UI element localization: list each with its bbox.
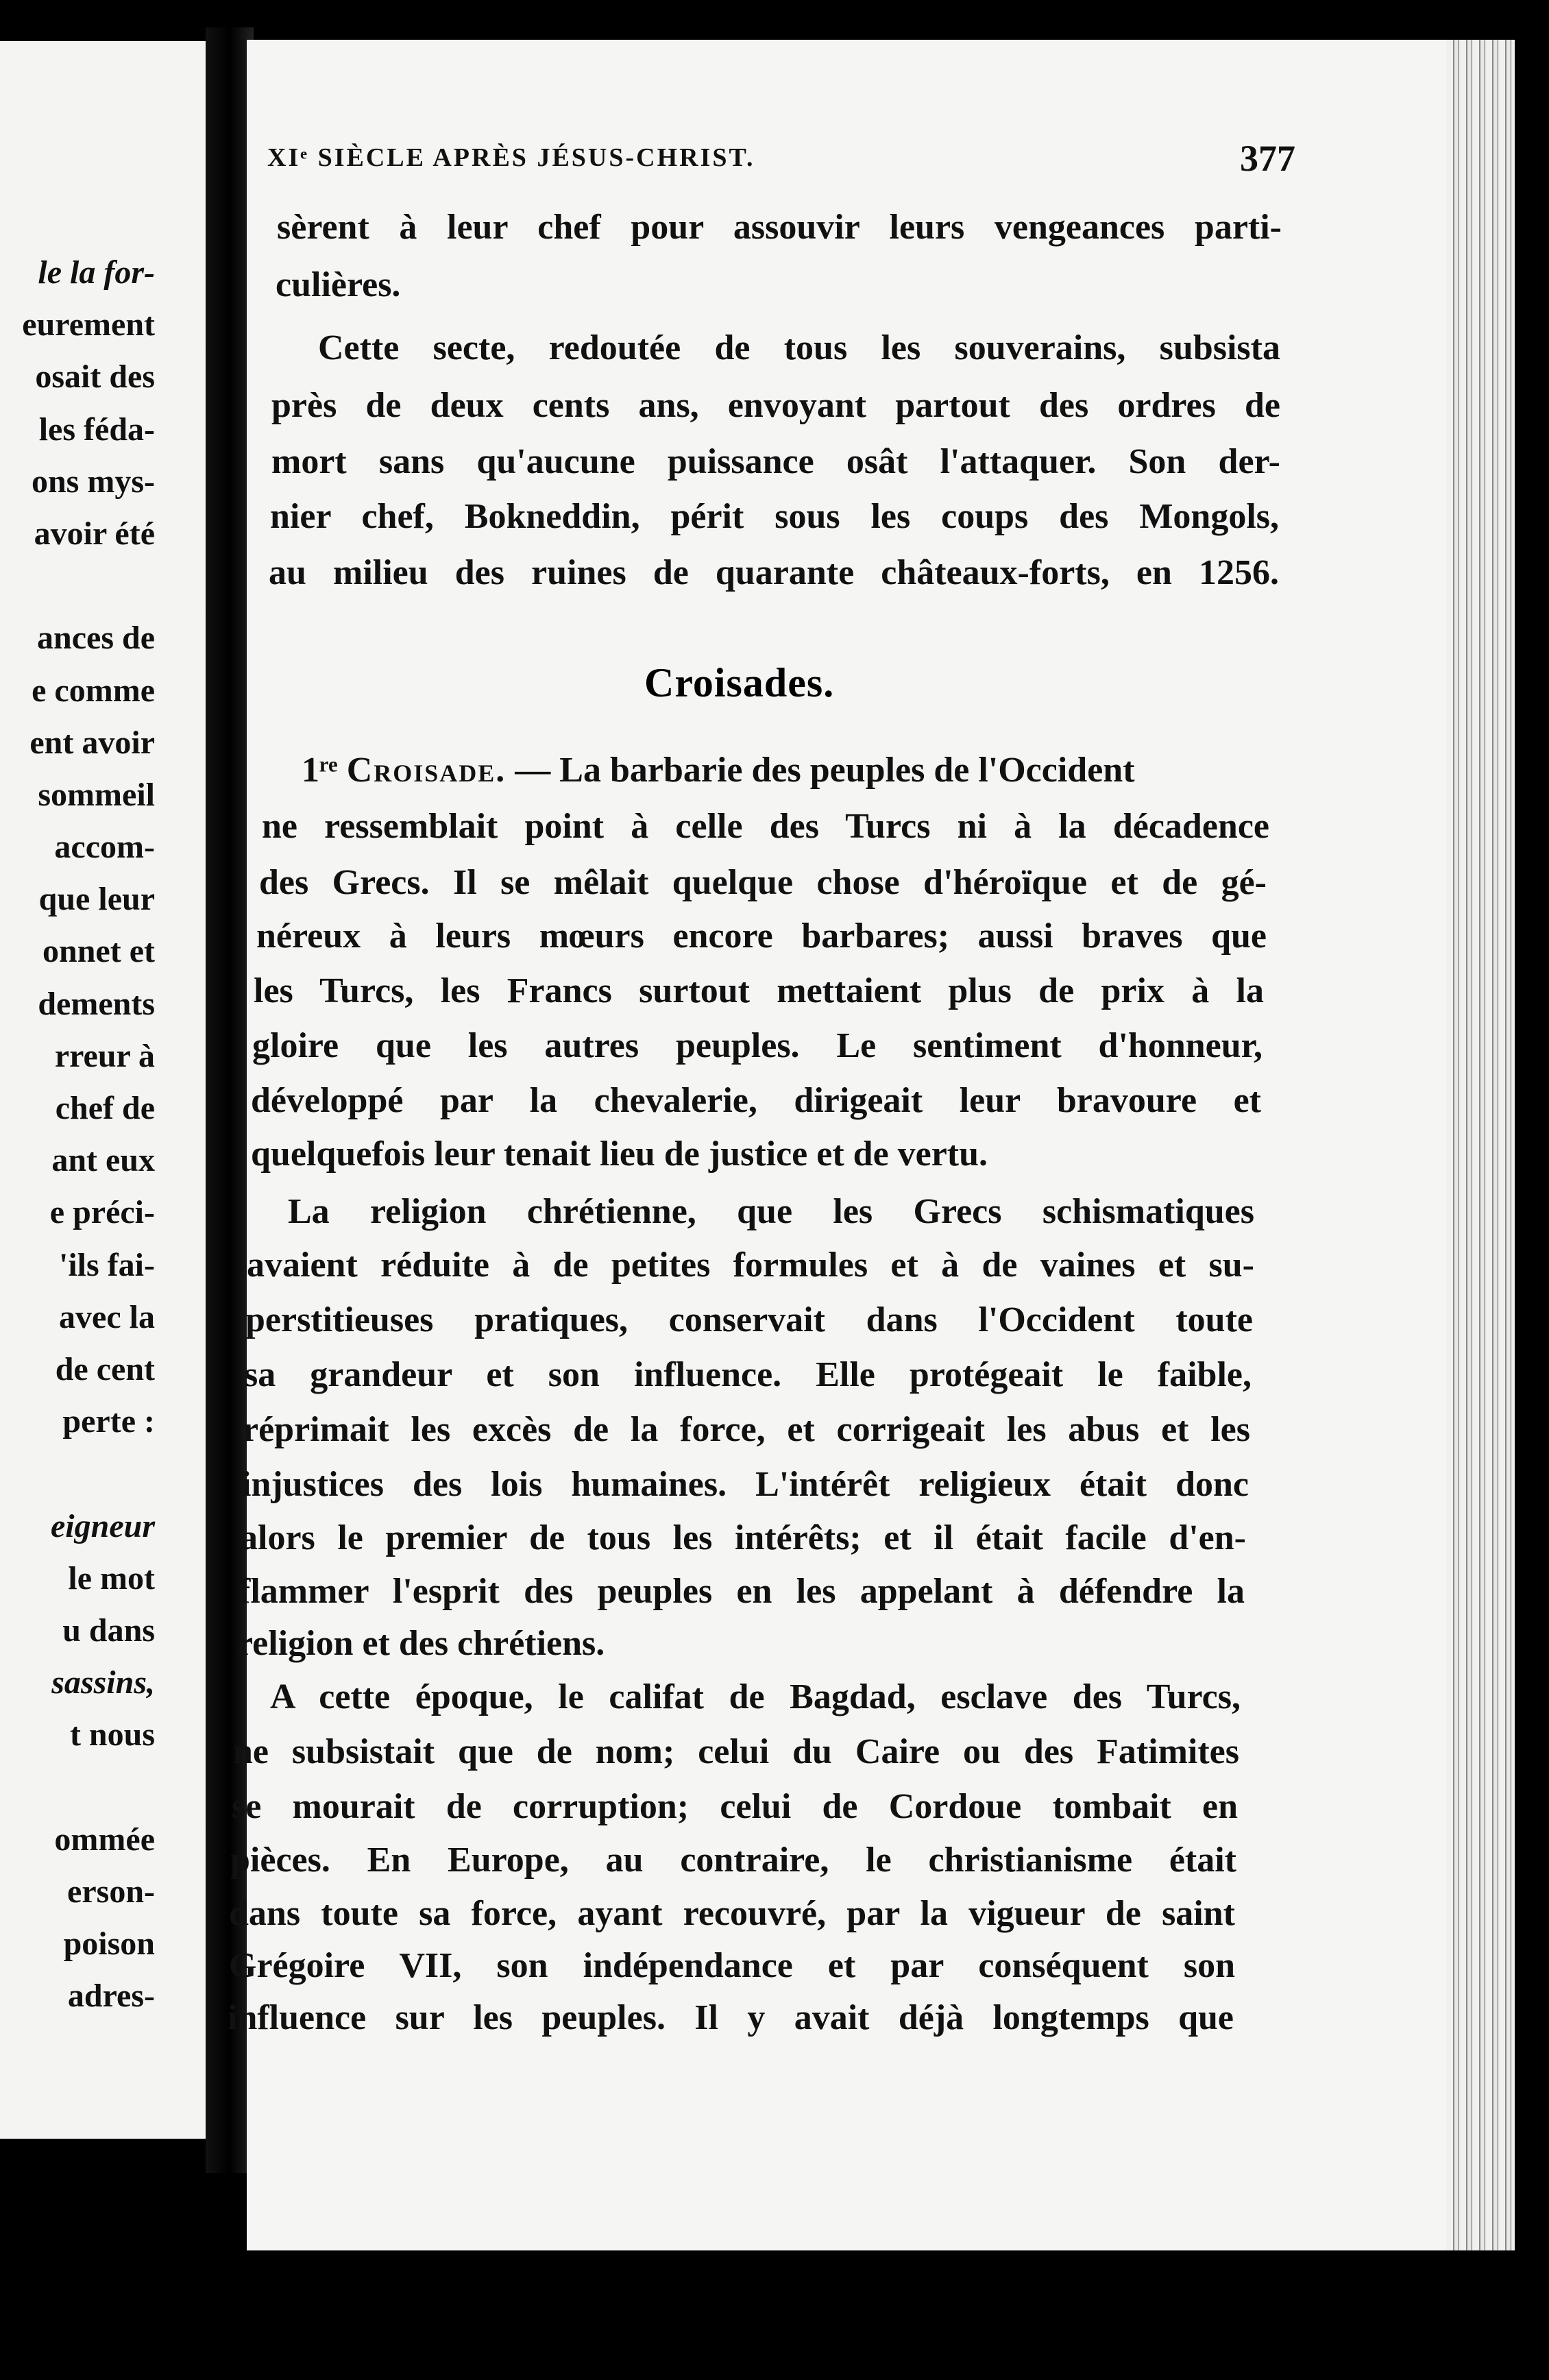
previous-page-line: que leur	[38, 881, 155, 918]
text-line: ne subsistait que de nom; celui du Caire ou des Fatimites	[233, 1732, 1239, 1771]
text-line: injustices des lois humaines. L'intérêt religieux était donc	[241, 1465, 1249, 1504]
previous-page-fragment	[0, 41, 218, 2139]
previous-page-line: poison	[63, 1926, 155, 1962]
text-line: réprimait les excès de la force, et corrigeait les abus et les	[243, 1410, 1250, 1449]
text-line: pièces. En Europe, au contraire, le christianisme était	[230, 1841, 1236, 1880]
previous-page-line: ant eux	[51, 1142, 155, 1179]
previous-page-line: eigneur	[50, 1507, 155, 1544]
text-line: culières.	[276, 265, 401, 304]
previous-page-line: accom-	[54, 829, 155, 866]
previous-page-line: e comme	[32, 672, 155, 709]
page-number: 377	[1240, 138, 1295, 179]
previous-page-line: erson-	[67, 1873, 155, 1910]
text-line: au milieu des ruines de quarante châteaux-forts, en 1256.	[269, 553, 1279, 592]
previous-page-line: avec la	[59, 1298, 155, 1335]
text-line: Grégoire VII, son indépendance et par conséquent son	[229, 1946, 1235, 1985]
previous-page-line: le la for-	[38, 254, 155, 291]
text-line: quelquefois leur tenait lieu de justice et de vertu.	[251, 1134, 988, 1174]
page-edge-stack	[1446, 40, 1515, 2250]
previous-page-line: e préci-	[49, 1194, 155, 1231]
text-line: La religion chrétienne, que les Grecs schismatiques	[288, 1192, 1254, 1231]
previous-page-line: ommée	[54, 1821, 155, 1858]
previous-page-line: adres-	[67, 1978, 155, 2015]
text-line: avaient réduite à de petites formules et à de vaines et su-	[247, 1246, 1254, 1285]
previous-page-line: rreur à	[54, 1037, 155, 1074]
previous-page-line: ent avoir	[29, 724, 155, 761]
previous-page-line: sassins,	[51, 1664, 155, 1701]
previous-page-line: onnet et	[42, 933, 155, 970]
previous-page-line: ons mys-	[31, 463, 155, 500]
text-line: religion et des chrétiens.	[237, 1624, 605, 1663]
text-line: nier chef, Bokneddin, périt sous les coups des Mongols,	[270, 497, 1279, 536]
previous-page-line: chef de	[55, 1090, 155, 1126]
previous-page-line: ances de	[37, 620, 155, 657]
text-line: A cette époque, le califat de Bagdad, esclave des Turcs,	[270, 1677, 1241, 1716]
previous-page-line: dements	[38, 985, 155, 1022]
text-line: flammer l'esprit des peuples en les appelant à défendre la	[239, 1572, 1245, 1611]
text-line: les Turcs, les Francs surtout mettaient plus de prix à la	[254, 971, 1264, 1010]
text-line: alors le premier de tous les intérêts; et il était facile d'en-	[240, 1518, 1246, 1557]
text-line: gloire que les autres peuples. Le sentiment d'honneur,	[252, 1026, 1263, 1065]
text-line	[302, 749, 1268, 792]
previous-page-line: t nous	[69, 1716, 155, 1753]
text-line: sèrent à leur chef pour assouvir leurs vengeances parti-	[277, 208, 1282, 247]
previous-page-line: le mot	[68, 1559, 155, 1596]
previous-page-line: sommeil	[38, 776, 155, 813]
previous-page-text	[0, 247, 218, 2022]
text-line-rest: — La barbarie des peuples de l'Occident	[506, 751, 1135, 790]
text-line: Cette secte, redoutée de tous les souverains, subsista	[318, 328, 1280, 367]
text-line: se mourait de corruption; celui de Cordoue tombait en	[232, 1787, 1238, 1826]
previous-page-line: u dans	[62, 1612, 155, 1649]
page-header	[267, 137, 1295, 192]
running-title: XIᵉ SIÈCLE APRÈS JÉSUS-CHRIST.	[267, 143, 755, 172]
text-line: mort sans qu'aucune puissance osât l'attaquer. Son der-	[271, 442, 1280, 481]
text-line: développé par la chevalerie, dirigeait leur bravoure et	[251, 1081, 1261, 1120]
text-line: des Grecs. Il se mêlait quelque chose d'héroïque et de gé-	[259, 863, 1267, 902]
crusade-label: Croisade.	[346, 751, 507, 790]
previous-page-line: eurement	[22, 306, 155, 343]
text-line: influence sur les peuples. Il y avait déjà longtemps que	[228, 1998, 1234, 2037]
crusade-number: 1ʳᵉ	[302, 751, 338, 790]
previous-page-line: avoir été	[34, 515, 155, 552]
text-line: près de deux cents ans, envoyant partout des ordres de	[271, 386, 1280, 425]
text-line: dans toute sa force, ayant recouvré, par la vigueur de saint	[229, 1894, 1235, 1933]
section-heading: Croisades.	[644, 660, 835, 705]
previous-page-line: 'ils fai-	[59, 1246, 155, 1283]
previous-page-line: perte :	[62, 1403, 155, 1440]
text-line: ne ressemblait point à celle des Turcs ni à la décadence	[262, 807, 1269, 846]
text-line: sa grandeur et son influence. Elle protégeait le faible,	[244, 1355, 1252, 1394]
text-line: perstitieuses pratiques, conservait dans l'Occident toute	[245, 1300, 1253, 1339]
previous-page-line: les féda-	[38, 411, 155, 448]
previous-page-line: osait des	[35, 359, 155, 396]
text-line: néreux à leurs mœurs encore barbares; aussi braves que	[256, 916, 1267, 956]
previous-page-line	[0, 1761, 218, 1813]
previous-page-line: de cent	[55, 1350, 155, 1387]
previous-page-line	[0, 560, 218, 612]
previous-page-line	[0, 1448, 218, 1500]
